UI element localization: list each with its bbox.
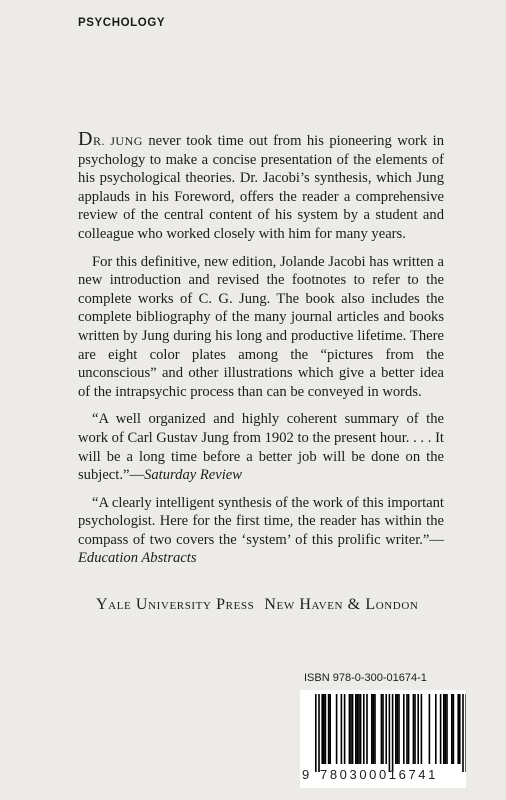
barcode-bar [357, 694, 359, 764]
barcode-bar [451, 694, 453, 764]
paragraph-intro-text: never took time out from his pioneering work in psychology to make a concise presentation of the elements of his psychological theories. Dr. Jacobi’s synthesis, which Jung applauds in his Foreword, offers the reader a comprehensive review of the central content of his system by a student and colleague who worked closely with him for many years. [78, 133, 444, 242]
barcode-bar [413, 694, 415, 764]
review-source-1: Saturday Review [144, 467, 243, 484]
barcode-bar [360, 694, 362, 764]
barcode-bar [336, 694, 338, 764]
barcode-bar [414, 694, 416, 764]
barcode-bar [318, 694, 320, 772]
publisher-city: New Haven & London [264, 596, 419, 613]
barcode-bar [325, 694, 327, 764]
category-label: PSYCHOLOGY [78, 17, 166, 29]
barcode-bar [443, 694, 445, 764]
barcode-bar [358, 694, 360, 764]
barcode-bar [389, 694, 391, 772]
barcode-bar [315, 694, 317, 772]
barcode-bar [366, 694, 368, 764]
barcode-bar [395, 694, 397, 764]
lead-initial: D [78, 128, 93, 150]
barcode-bar [417, 694, 419, 764]
barcode [300, 690, 466, 788]
barcode-bar [403, 694, 405, 764]
barcode-bar [457, 694, 459, 764]
barcode-bar [323, 694, 325, 764]
barcode-bar [397, 694, 399, 764]
barcode-bar [408, 694, 410, 764]
barcode-bar [344, 694, 346, 764]
lead-caps: R. JUNG [92, 134, 143, 148]
barcode-bar [398, 694, 400, 764]
barcode-bar [421, 694, 423, 764]
barcode-bar [328, 694, 330, 764]
barcode-bar [350, 694, 352, 764]
barcode-bar [465, 694, 466, 772]
barcode-bar [435, 694, 437, 764]
barcode-bar [382, 694, 384, 764]
barcode-bar [453, 694, 455, 764]
review-quote-2-text: “A clearly intelligent synthesis of the work of this important psychologist. Here for the first time, the reader has within the compass of two covers the ‘system’ of this prolific writer.”— [78, 494, 444, 548]
barcode-bar [329, 694, 331, 764]
barcode-bar [406, 694, 408, 764]
barcode-bar [392, 694, 394, 772]
review-source-2: Education Abstracts [78, 550, 197, 567]
barcode-bar [352, 694, 354, 764]
barcode-digits: 780300016741 [320, 767, 438, 782]
review-quote-1 [78, 410, 444, 484]
barcode-bar [321, 694, 323, 764]
barcode-bar [446, 694, 448, 764]
paragraph-edition: For this definitive, new edition, Jolande Jacobi has written a new introduction and revised the footnotes to refer to the complete works of C. G. Jung. The book also includes the complete bibliography of the many journal articles and books written by Jung during his long and productive lifetime. There are eight color plates among the “pictures from the unconscious” and other illustrations which give a better idea of the intrapsychic process than can be conveyed in words. [78, 253, 444, 400]
barcode-bar [440, 694, 442, 764]
barcode-bar [371, 694, 373, 764]
publisher-name: Yale University Press [96, 596, 255, 613]
blurb-text [78, 130, 444, 577]
barcode-bar [381, 694, 383, 764]
barcode-bar [429, 694, 431, 764]
barcode-bar [385, 694, 387, 764]
review-quote-1-text: “A well organized and highly coherent summary of the work of Carl Gustav Jung from 1902 to the present hour. . . . It will be a long time before a better job will be done on the subject.”— [78, 411, 444, 484]
barcode-bar [355, 694, 357, 764]
barcode-lead-digit: 9 [302, 767, 310, 782]
review-quote-2 [78, 494, 444, 568]
barcode-bar [459, 694, 461, 764]
publisher-imprint [96, 596, 418, 614]
barcode-bar [341, 694, 343, 764]
barcode-bar [374, 694, 376, 764]
barcode-bar [462, 694, 464, 772]
isbn-label: ISBN 978-0-300-01674-1 [304, 672, 427, 684]
barcode-bar [349, 694, 351, 764]
paragraph-intro [78, 130, 444, 244]
barcode-bar [363, 694, 365, 764]
barcode-bar [445, 694, 447, 764]
barcode-bar [373, 694, 375, 764]
